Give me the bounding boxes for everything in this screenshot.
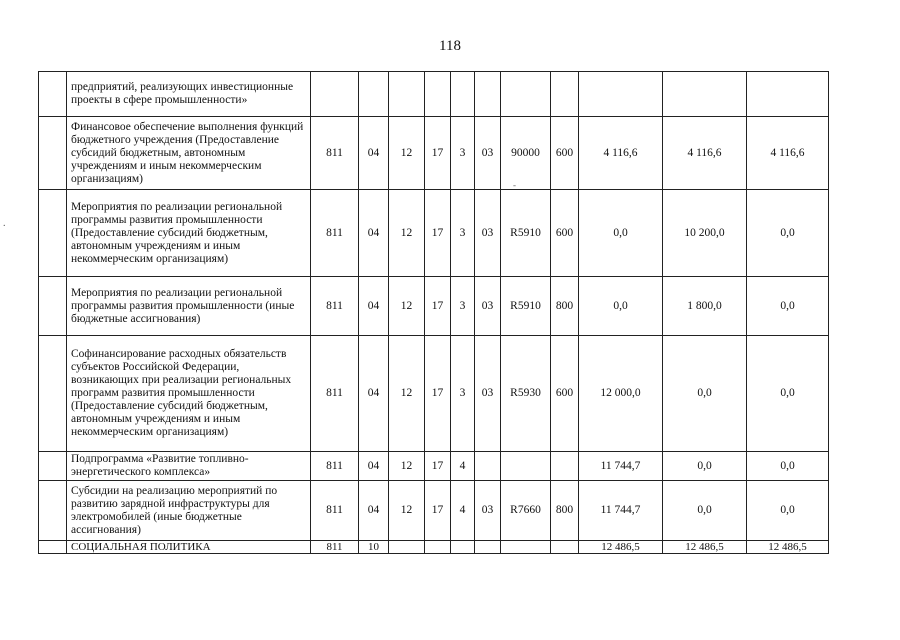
row-name: Софинансирование расходных обязательств субъектов Российской Федерации, возникающих при реализации региональных программ развития промышленности (Предоставление субсидий бюджетным, автономным учреждениям и иным некоммерческим организациям) [67, 336, 311, 452]
section-code: 04 [359, 336, 389, 452]
row-name: предприятий, реализующих инвестиционные проекты в сфере промышленности» [67, 72, 311, 117]
row-number [39, 452, 67, 481]
program-code: 17 [425, 117, 451, 190]
amount-year-3: 12 486,5 [747, 541, 829, 554]
subprogram-code [451, 541, 475, 554]
ministry-code: 811 [311, 452, 359, 481]
row-number [39, 541, 67, 554]
table-row [39, 190, 829, 277]
section-code: 04 [359, 190, 389, 277]
row-number [39, 72, 67, 117]
scan-speck: - [513, 180, 516, 190]
table-row [39, 541, 829, 554]
subsection-code: 12 [389, 117, 425, 190]
ministry-code: 811 [311, 481, 359, 541]
section-code: 04 [359, 117, 389, 190]
direction-code: R7660 [501, 481, 551, 541]
ministry-code: 811 [311, 277, 359, 336]
amount-year-2: 10 200,0 [663, 190, 747, 277]
amount-year-3: 0,0 [747, 336, 829, 452]
row-name: Финансовое обеспечение выполнения функций бюджетного учреждения (Предоставление субсидий бюджетным, автономным учреждениям и иным некоммерческим организациям) [67, 117, 311, 190]
subprogram-code: 3 [451, 190, 475, 277]
expense-type-code: 600 [551, 117, 579, 190]
ministry-code [311, 72, 359, 117]
budget-table [38, 71, 829, 554]
program-code: 17 [425, 481, 451, 541]
expense-type-code: 600 [551, 336, 579, 452]
event-code [475, 452, 501, 481]
subprogram-code: 4 [451, 481, 475, 541]
amount-year-2: 12 486,5 [663, 541, 747, 554]
table-row [39, 452, 829, 481]
table-body [39, 72, 829, 554]
event-code: 03 [475, 277, 501, 336]
program-code: 17 [425, 452, 451, 481]
table-row [39, 336, 829, 452]
subsection-code: 12 [389, 481, 425, 541]
program-code: 17 [425, 336, 451, 452]
subprogram-code: 3 [451, 336, 475, 452]
amount-year-2: 1 800,0 [663, 277, 747, 336]
direction-code [501, 72, 551, 117]
subprogram-code: 3 [451, 277, 475, 336]
event-code [475, 541, 501, 554]
section-code: 04 [359, 481, 389, 541]
amount-year-1: 0,0 [579, 190, 663, 277]
row-number [39, 117, 67, 190]
expense-type-code [551, 72, 579, 117]
program-code: 17 [425, 277, 451, 336]
page-number: 118 [439, 38, 461, 54]
amount-year-1: 12 000,0 [579, 336, 663, 452]
row-name: Мероприятия по реализации региональной программы развития промышленности (иные бюджетные ассигнования) [67, 277, 311, 336]
subsection-code: 12 [389, 190, 425, 277]
expense-type-code [551, 452, 579, 481]
event-code: 03 [475, 190, 501, 277]
subsection-code [389, 541, 425, 554]
ministry-code: 811 [311, 336, 359, 452]
section-code [359, 72, 389, 117]
subsection-code [389, 72, 425, 117]
expense-type-code: 600 [551, 190, 579, 277]
row-name: СОЦИАЛЬНАЯ ПОЛИТИКА [67, 541, 311, 554]
amount-year-2: 4 116,6 [663, 117, 747, 190]
row-name: Субсидии на реализацию мероприятий по развитию зарядной инфраструктуры для электромобилей (иные бюджетные ассигнования) [67, 481, 311, 541]
amount-year-2: 0,0 [663, 452, 747, 481]
amount-year-2: 0,0 [663, 481, 747, 541]
amount-year-1: 12 486,5 [579, 541, 663, 554]
amount-year-1: 11 744,7 [579, 481, 663, 541]
amount-year-3: 4 116,6 [747, 117, 829, 190]
amount-year-3 [747, 72, 829, 117]
amount-year-3: 0,0 [747, 481, 829, 541]
table-row [39, 72, 829, 117]
amount-year-3: 0,0 [747, 190, 829, 277]
amount-year-1: 11 744,7 [579, 452, 663, 481]
row-name: Мероприятия по реализации региональной программы развития промышленности (Предоставление субсидий бюджетным, автономным учреждениям и иным некоммерческим организациям) [67, 190, 311, 277]
direction-code: 90000 [501, 117, 551, 190]
ministry-code: 811 [311, 117, 359, 190]
row-number [39, 481, 67, 541]
section-code: 04 [359, 452, 389, 481]
table-row [39, 117, 829, 190]
subprogram-code: 4 [451, 452, 475, 481]
direction-code [501, 452, 551, 481]
expense-type-code [551, 541, 579, 554]
amount-year-2 [663, 72, 747, 117]
row-number [39, 190, 67, 277]
section-code: 10 [359, 541, 389, 554]
direction-code [501, 541, 551, 554]
subsection-code: 12 [389, 452, 425, 481]
row-name: Подпрограмма «Развитие топливно-энергетического комплекса» [67, 452, 311, 481]
subsection-code: 12 [389, 336, 425, 452]
event-code: 03 [475, 117, 501, 190]
expense-type-code: 800 [551, 277, 579, 336]
program-code [425, 541, 451, 554]
row-number [39, 277, 67, 336]
program-code: 17 [425, 190, 451, 277]
amount-year-3: 0,0 [747, 452, 829, 481]
direction-code: R5930 [501, 336, 551, 452]
program-code [425, 72, 451, 117]
expense-type-code: 800 [551, 481, 579, 541]
ministry-code: 811 [311, 541, 359, 554]
subprogram-code [451, 72, 475, 117]
subprogram-code: 3 [451, 117, 475, 190]
table-row [39, 277, 829, 336]
event-code [475, 72, 501, 117]
amount-year-3: 0,0 [747, 277, 829, 336]
direction-code: R5910 [501, 277, 551, 336]
ministry-code: 811 [311, 190, 359, 277]
amount-year-1 [579, 72, 663, 117]
section-code: 04 [359, 277, 389, 336]
direction-code: R5910 [501, 190, 551, 277]
amount-year-1: 0,0 [579, 277, 663, 336]
amount-year-1: 4 116,6 [579, 117, 663, 190]
table-row [39, 481, 829, 541]
event-code: 03 [475, 481, 501, 541]
margin-mark: . [3, 218, 6, 229]
row-number [39, 336, 67, 452]
amount-year-2: 0,0 [663, 336, 747, 452]
event-code: 03 [475, 336, 501, 452]
subsection-code: 12 [389, 277, 425, 336]
